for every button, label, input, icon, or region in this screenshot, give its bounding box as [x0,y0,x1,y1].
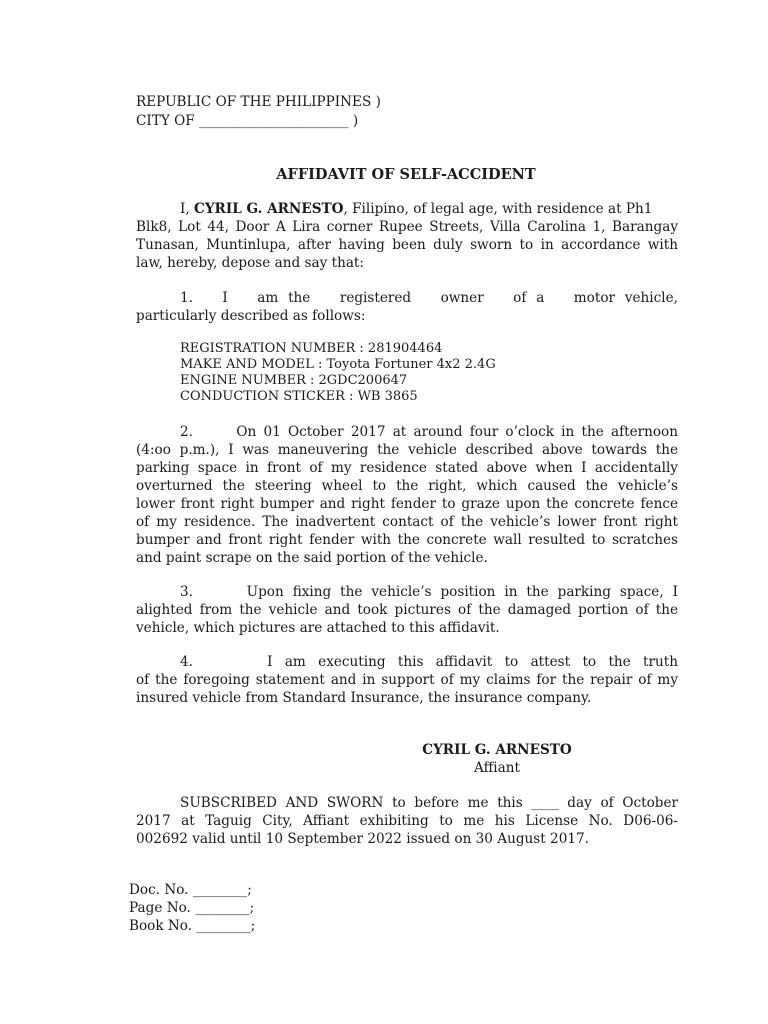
intro-prefix: I, [180,201,195,217]
para2-line-5: lower front right bumper and right fender to graze upon the concrete fence [136,496,678,512]
jurat-line-1: SUBSCRIBED AND SWORN to before me this ____ day of October [180,795,678,811]
intro-line-3: Tunasan, Muntinlupa, after having been duly sworn to in accordance with [136,237,678,253]
para1-line-2: particularly described as follows: [136,308,366,324]
para2-line-3: parking space in front of my residence stated above when I accidentally [136,460,678,476]
intro-line-1 [180,201,678,217]
vehicle-make-model: MAKE AND MODEL : Toyota Fortuner 4x2 2.4G [180,357,496,372]
para3-line-3: vehicle, which pictures are attached to this affidavit. [136,620,500,636]
para4-line-2: of the foregoing statement and in support of my claims for the repair of my [136,672,678,688]
para3-line-2: alighted from the vehicle and took pictures of the damaged portion of the [136,602,678,618]
intro-line-4: law, hereby, depose and say that: [136,255,364,271]
para2-line-6: of my residence. The inadvertent contact of the vehicle’s lower front right [136,514,678,530]
signature-name: CYRIL G. ARNESTO [422,742,572,758]
para2-line-7: bumper and front right fender with the concrete wall resulted to scratches [136,532,678,548]
vehicle-conduction-sticker: CONDUCTION STICKER : WB 3865 [180,389,418,404]
doc-number: Doc. No. ________; [129,882,252,898]
jurat-line-2: 2017 at Taguig City, Affiant exhibiting to me his License No. D06-06- [136,813,678,829]
intro-line-2: Blk8, Lot 44, Door A Lira corner Rupee Streets, Villa Carolina 1, Barangay [136,219,678,235]
para4-line-1: 4. I am executing this affidavit to attest to the truth [180,654,678,670]
para2-line-4: overturned the steering wheel to the right, which caused the vehicle’s [136,478,678,494]
page-number: Page No. ________; [129,900,255,916]
para2-line-2: (4:oo p.m.), I was maneuvering the vehicle described above towards the [136,442,678,458]
para2-line-8: and paint scrape on the said portion of the vehicle. [136,550,488,566]
para4-line-3: insured vehicle from Standard Insurance, the insurance company. [136,690,592,706]
para2-line-1: 2. On 01 October 2017 at around four o’clock in the afternoon [180,424,678,440]
header-republic: REPUBLIC OF THE PHILIPPINES ) [136,94,381,110]
book-number: Book No. ________; [129,918,256,934]
jurat-line-3: 002692 valid until 10 September 2022 issued on 30 August 2017. [136,831,589,847]
header-city: CITY OF ______________________ ) [136,113,359,129]
para3-line-1: 3. Upon fixing the vehicle’s position in the parking space, I [180,584,678,600]
vehicle-engine-number: ENGINE NUMBER : 2GDC200647 [180,373,408,388]
document-title: AFFIDAVIT OF SELF-ACCIDENT [276,166,536,183]
para1-line-1: 1. I am the registered owner of a motor vehicle, [180,290,678,306]
signature-role: Affiant [474,760,520,776]
vehicle-registration: REGISTRATION NUMBER : 281904464 [180,341,443,356]
affiant-name-intro: CYRIL G. ARNESTO [194,201,344,217]
intro-line1-rest: , Filipino, of legal age, with residence at Ph1 [343,201,653,217]
